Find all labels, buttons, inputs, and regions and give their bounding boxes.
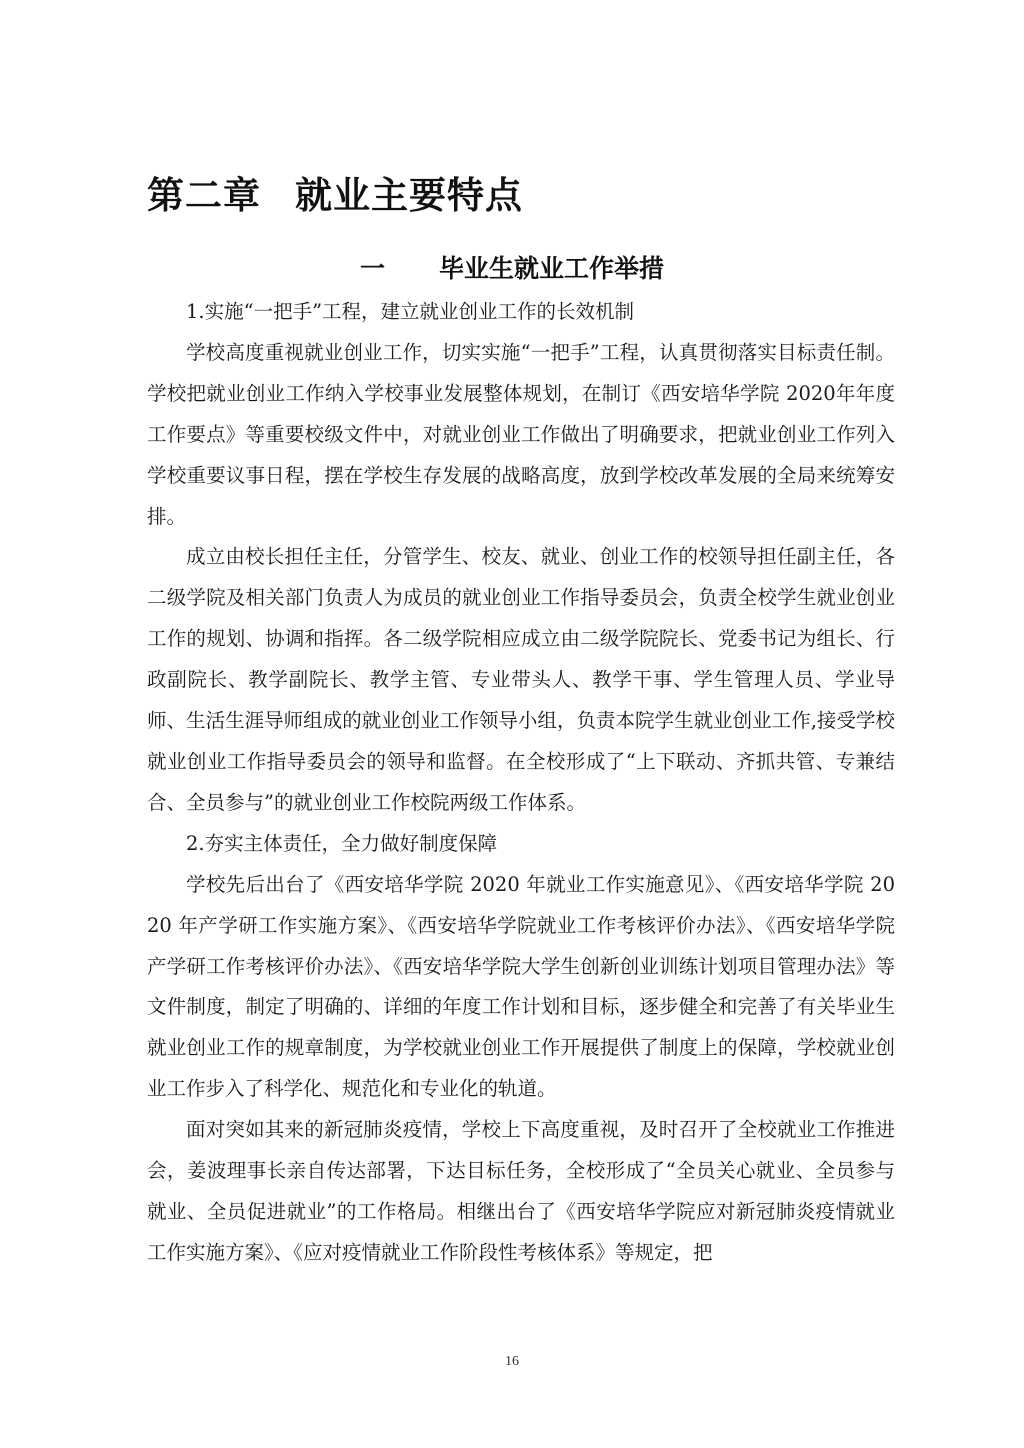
section-title bbox=[0, 246, 1024, 292]
paragraph-3: 学校先后出台了《西安培华学院 2020 年就业工作实施意见》、《西安培华学院 2020 年产学研工作实施方案》、《西安培华学院就业工作考核评价办法》、《西安培华学院产学研工作考核评价办法》、《西安培华学院大学生创新创业训练计划项目管理办法》等文件制度，制定了明确的、详细的年度工作计划和目标，逐步健全和完善了有关毕业生就业创业工作的规章制度，为学校就业创业工作开展提供了制度上的保障，学校就业创业工作步入了科学化、规范化和专业化的轨道。 bbox=[147, 872, 895, 1101]
paragraph-4: 面对突如其来的新冠肺炎疫情，学校上下高度重视，及时召开了全校就业工作推进会，姜波理事长亲自传达部署，下达目标任务，全校形成了“全员关心就业、全员参与就业、全员促进就业”的工作格局。相继出台了《西安培华学院应对新冠肺炎疫情就业工作实施方案》、《应对疫情就业工作阶段性考核体系》等规定，把 bbox=[147, 1118, 895, 1264]
chapter-title bbox=[147, 168, 523, 224]
subheading-1: 1.实施“一把手”工程，建立就业创业工作的长效机制 bbox=[186, 300, 635, 323]
paragraph-1: 学校高度重视就业创业工作，切实实施“一把手”工程，认真贯彻落实目标责任制。学校把就业创业工作纳入学校事业发展整体规划，在制订《西安培华学院 2020年年度工作要点》等重要校级文件中，对就业创业工作做出了明确要求，把就业创业工作列入学校重要议事日程，摆在学校生存发展的战略高度，放到学校改革发展的全局来统筹安排。 bbox=[147, 340, 895, 528]
chapter-number: 第二章 bbox=[147, 174, 261, 217]
chapter-name: 就业主要特点 bbox=[295, 174, 523, 217]
section-number: 一 bbox=[359, 254, 385, 283]
paragraph-2: 成立由校长担任主任，分管学生、校友、就业、创业工作的校领导担任副主任，各二级学院及相关部门负责人为成员的就业创业工作指导委员会，负责全校学生就业创业工作的规划、协调和指挥。各二级学院相应成立由二级学院院长、党委书记为组长、行政副院长、教学副院长、教学主管、专业带头人、教学干事、学生管理人员、学业导师、生活生涯导师组成的就业创业工作领导小组，负责本院学生就业创业工作,接受学校就业创业工作指导委员会的领导和监督。在全校形成了“上下联动、齐抓共管、专兼结合、全员参与”的就业创业工作校院两级工作体系。 bbox=[147, 545, 895, 814]
subheading-2: 2.夯实主体责任，全力做好制度保障 bbox=[186, 831, 498, 855]
page-number: 16 bbox=[505, 1354, 519, 1369]
document-body bbox=[147, 292, 895, 1274]
section-name: 毕业生就业工作举措 bbox=[439, 254, 665, 283]
